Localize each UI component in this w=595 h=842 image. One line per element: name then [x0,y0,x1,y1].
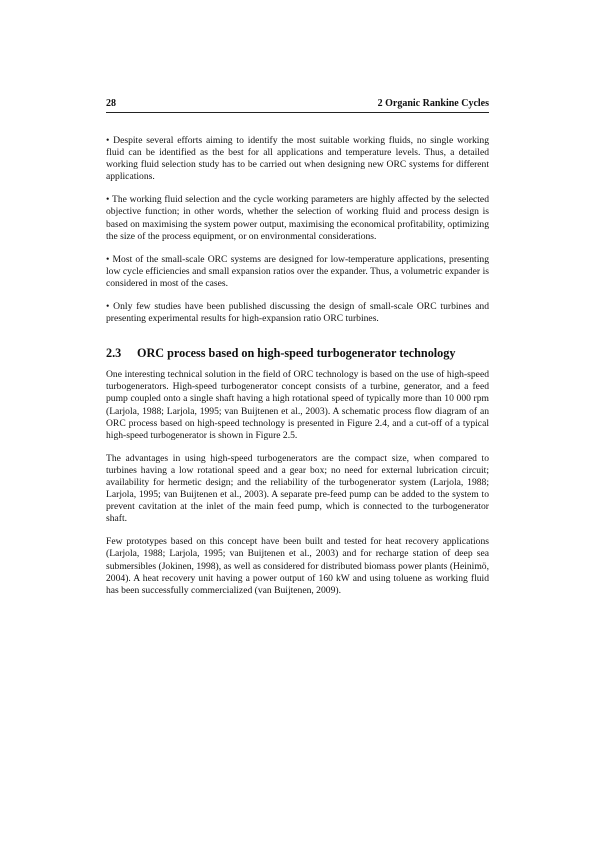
body-paragraph: One interesting technical solution in the field of ORC technology is based on the use of high-speed turbogenerators. High-speed turbogenerator concept consists of a turbine, generator, and a feed pump coupled onto a single shaft having a high rotational speed of typically more than 10 000 rpm (Larjola, 1988; Larjola, 1995; van Buijtenen et al., 2003). A schematic process flow diagram of an ORC process based on high-speed technology is presented in Figure 2.4, and a cut-off of a typical high-speed turbogenerator is shown in Figure 2.5. [106,369,489,441]
bullet-paragraph: • Despite several efforts aiming to identify the most suitable working fluids, no single working fluid can be identified as the best for all applications and temperature levels. Thus, a detailed working fluid selection study has to be carried out when designing new ORC systems for different applications. [106,135,489,183]
section-heading [106,346,489,360]
section-number: 2.3 [106,346,122,361]
running-header [106,98,489,113]
body-paragraph: Few prototypes based on this concept have been built and tested for heat recovery applications (Larjola, 1988; Larjola, 1995; van Buijtenen et al., 2003) and for recharge station of deep sea submersibles (Jokinen, 1998), as well as considered for distributed biomass power plants (Heinimö, 2004). A heat recovery unit having a power output of 160 kW and using toluene as working fluid has been successfully commercialized (van Buijtenen, 2009). [106,536,489,596]
section-title: ORC process based on high-speed turbogenerator technology [137,346,456,361]
page [106,98,489,597]
body-paragraph: The advantages in using high-speed turbogenerators are the compact size, when compared to turbines having a low rotational speed and a gear box; no need for external lubrication circuit; availability for hermetic design; and the reliability of the turbogenerator system (Larjola, 1988; Larjola, 1995; van Buijtenen et al., 2003). A separate pre-feed pump can be added to the system to prevent cavitation at the inlet of the main feed pump, which is connected to the turbogenerator shaft. [106,452,489,525]
bullet-paragraph: • The working fluid selection and the cycle working parameters are highly affected by the selected objective function; in other words, whether the selection of working fluid and process design is based on maximising the system power output, maximising the economical profitability, optimizing the size of the process equipment, or on environmental considerations. [106,194,489,242]
chapter-title: 2 Organic Rankine Cycles [377,98,489,109]
bullet-paragraph: • Most of the small-scale ORC systems are designed for low-temperature applications, presenting low cycle efficiencies and small expansion ratios over the expander. Thus, a volumetric expander is considered in most of the cases. [106,253,489,289]
bullet-paragraph: • Only few studies have been published discussing the design of small-scale ORC turbines and presenting experimental results for high-expansion ratio ORC turbines. [106,301,489,325]
page-number: 28 [106,98,116,109]
